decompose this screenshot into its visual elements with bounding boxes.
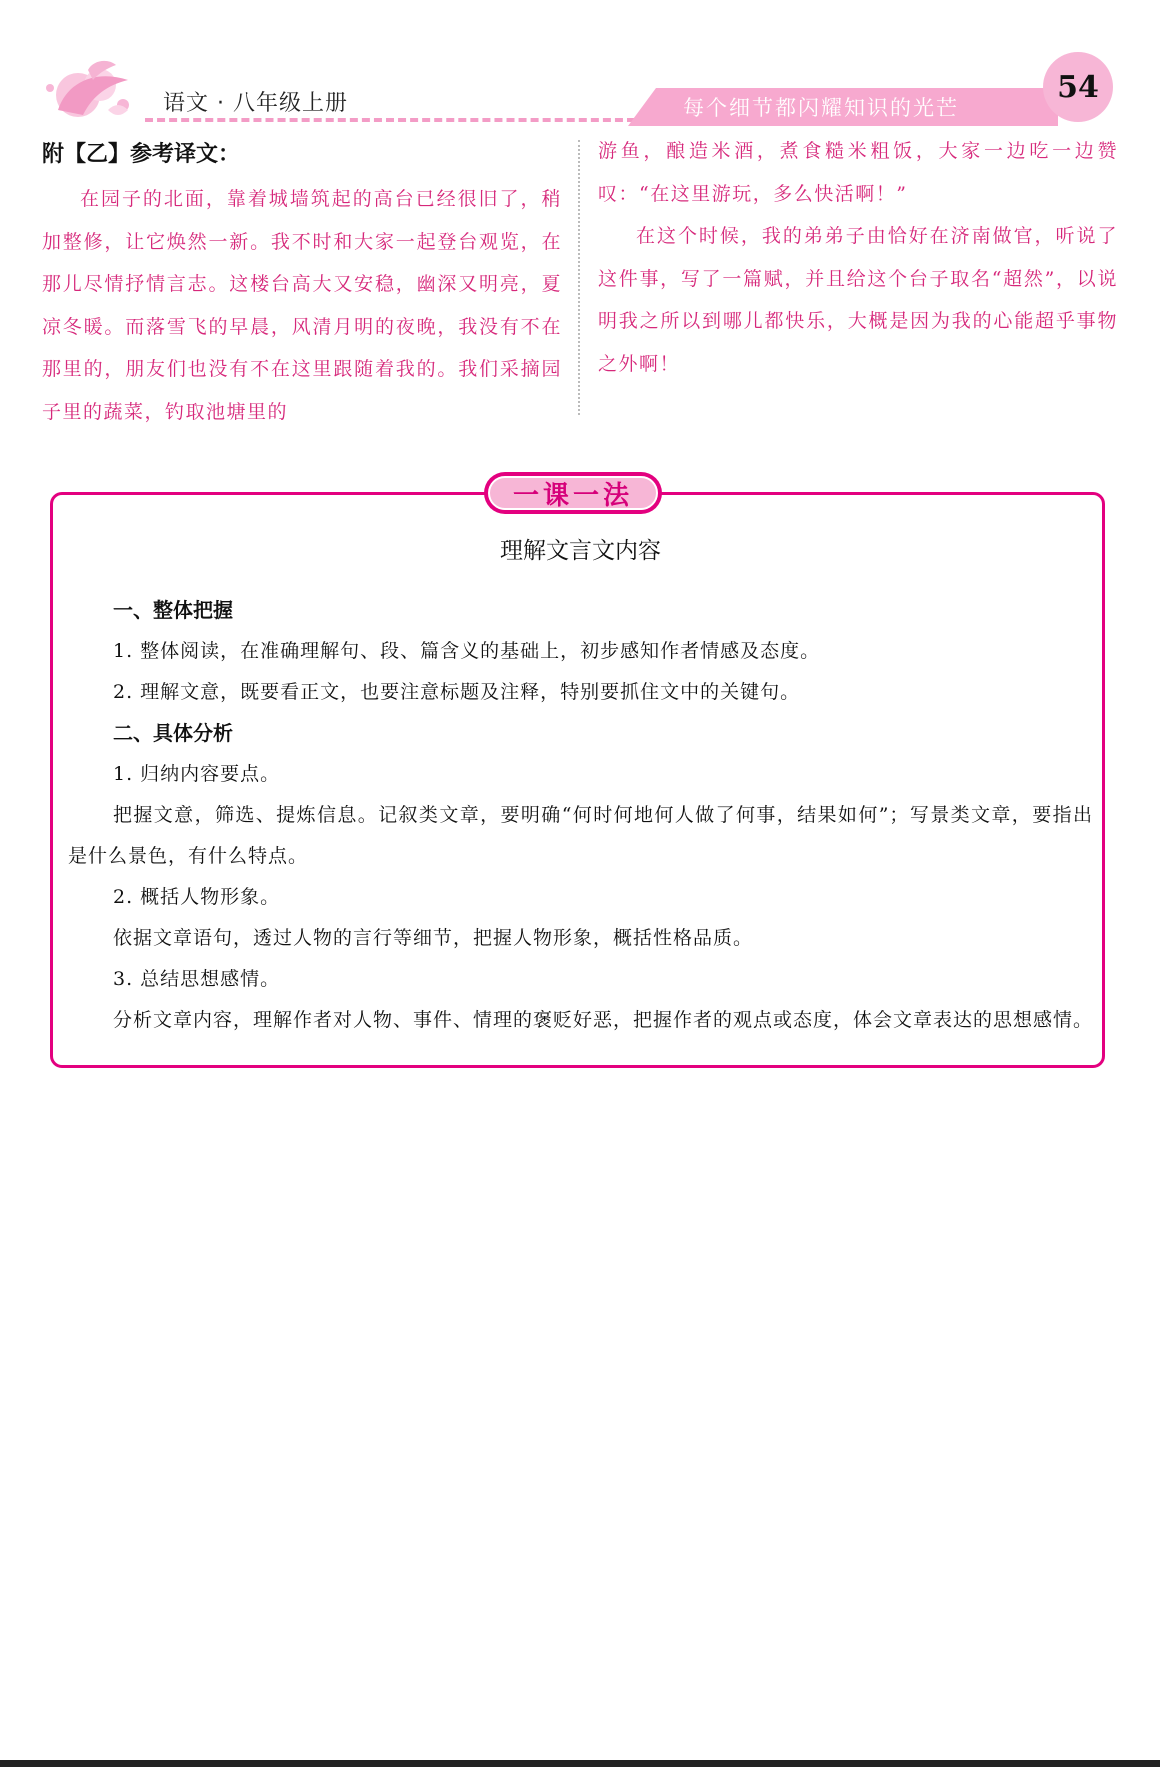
section-heading-analysis: 二、具体分析 — [113, 721, 233, 745]
column-divider — [578, 140, 580, 415]
list-item-title: 3. 总结思想感情。 — [113, 968, 281, 990]
page-number-badge — [1043, 52, 1113, 122]
list-item-title: 2. 概括人物形象。 — [113, 886, 281, 908]
translation-right-column — [598, 130, 1118, 385]
list-item: 1. 整体阅读，在准确理解句、段、篇含义的基础上，初步感知作者情感及态度。 — [113, 640, 821, 662]
page-number: 54 — [1057, 69, 1099, 105]
translation-left-column — [42, 130, 562, 433]
slogan-text: 每个细节都闪耀知识的光芒 — [683, 96, 959, 120]
translation-paragraph-continued: 游鱼，酿造米酒，煮食糙米粗饭，大家一边吃一边赞叹：“在这里游玩，多么快活啊！” — [598, 140, 1118, 205]
list-item-title: 1. 归纳内容要点。 — [113, 763, 281, 785]
page-header — [0, 0, 1160, 130]
header-dashed-divider — [145, 118, 635, 122]
method-title: 理解文言文内容 — [500, 538, 661, 564]
method-tab-label: 一课一法 — [512, 480, 633, 511]
list-item-text: 依据文章语句，透过人物的言行等细节，把握人物形象，概括性格品质。 — [113, 927, 754, 949]
list-item-text: 把握文意，筛选、提炼信息。记叙类文章，要明确“何时何地何人做了何事，结果如何”；写景类文章，要指出是什么景色，有什么特点。 — [68, 804, 1093, 867]
method-tab — [484, 472, 662, 514]
translation-paragraph-final: 在这个时候，我的弟弟子由恰好在济南做官，听说了这件事，写了一篇赋，并且给这个台子取名“超然”，以说明我之所以到哪儿都快乐，大概是因为我的心能超乎事物之外啊！ — [598, 225, 1118, 375]
floral-ornament-icon — [38, 50, 148, 130]
bottom-edge-bar — [0, 1760, 1160, 1767]
translation-heading: 附【乙】参考译文： — [42, 142, 241, 167]
book-title: 语文 · 八年级上册 — [163, 91, 348, 116]
list-item-text: 分析文章内容，理解作者对人物、事件、情理的褒贬好恶，把握作者的观点或态度，体会文章表达的思想感情。 — [113, 1009, 1094, 1031]
method-content — [68, 530, 1093, 1041]
list-item: 2. 理解文意，既要看正文，也要注意标题及注释，特别要抓住文中的关键句。 — [113, 681, 801, 703]
translation-paragraph: 在园子的北面，靠着城墙筑起的高台已经很旧了，稍加整修，让它焕然一新。我不时和大家一起登台观览，在那儿尽情抒情言志。这楼台高大又安稳，幽深又明亮，夏凉冬暖。而落雪飞的早晨，风清月明的夜晚，我没有不在那里的，朋友们也没有不在这里跟随着我的。我们采摘园子里的蔬菜，钓取池塘里的 — [42, 188, 562, 423]
section-heading-overall: 一、整体把握 — [113, 598, 233, 622]
